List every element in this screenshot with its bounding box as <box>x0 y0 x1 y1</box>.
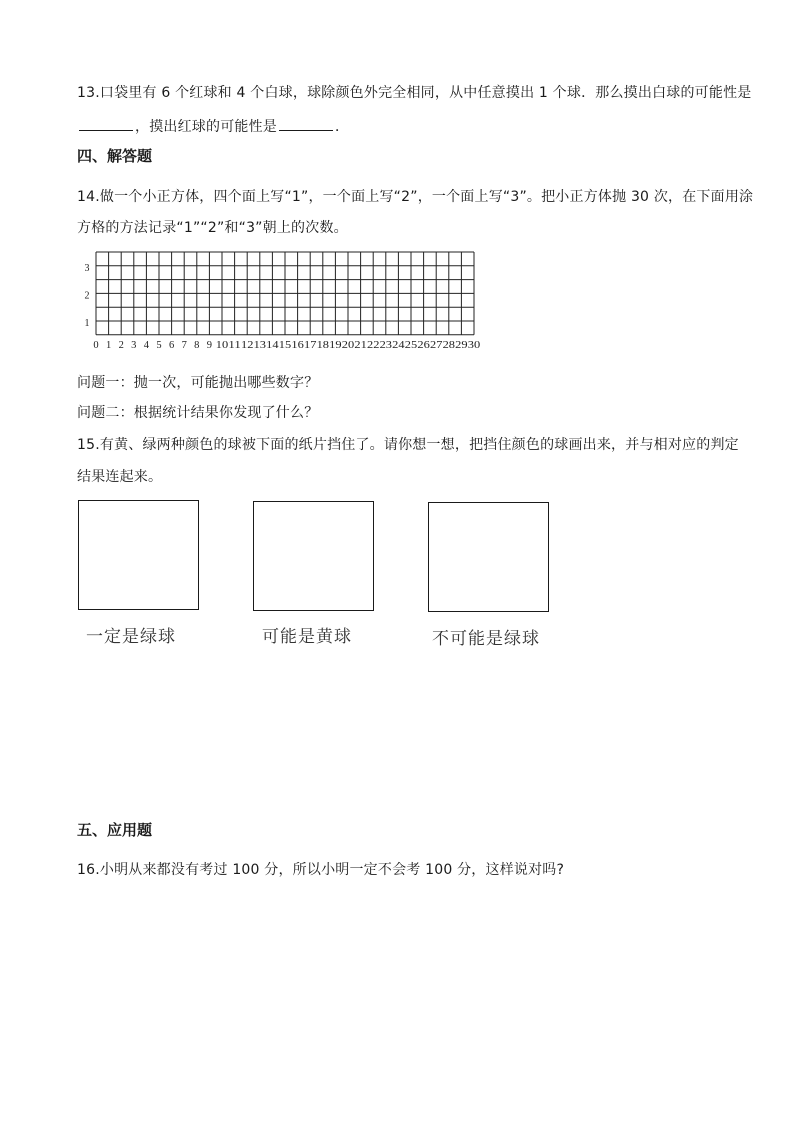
x-tick-label: 25 <box>404 339 418 351</box>
section-4-title: 四、解答题 <box>77 147 153 165</box>
grid-y-labels <box>85 263 90 329</box>
q16-text: 16.小明从来都没有考过 100 分，所以小明一定不会考 100 分，这样说对吗? <box>77 862 565 878</box>
x-tick-label: 16 <box>291 339 304 351</box>
x-tick-label: 26 <box>417 339 430 351</box>
q15-line1: 15.有黄、绿两种颜色的球被下面的纸片挡住了。请你想一想，把挡住颜色的球画出来，并与相对应的判定 <box>77 437 739 453</box>
q14-question2: 问题二：根据统计结果你发现了什么？ <box>77 405 319 421</box>
x-tick-label: 6 <box>168 339 175 351</box>
q13-line2-mid: ，摸出红球的可能性是 <box>135 119 277 135</box>
x-tick-label: 24 <box>392 339 406 351</box>
grid-lines[interactable] <box>96 252 474 335</box>
y-tick-label: 3 <box>84 262 90 274</box>
x-tick-label: 14 <box>266 339 280 351</box>
x-tick-label: 20 <box>341 339 355 351</box>
answer-blank-white[interactable] <box>79 129 133 131</box>
x-tick-label: 10 <box>215 339 229 351</box>
x-tick-label: 18 <box>316 339 329 351</box>
answer-blank-red[interactable] <box>279 129 333 131</box>
judgement-label-2[interactable]: 可能是黄球 <box>262 627 352 647</box>
x-tick-label: 22 <box>367 339 380 351</box>
x-tick-label: 5 <box>156 339 162 351</box>
x-tick-label: 29 <box>455 339 468 351</box>
y-tick-label: 1 <box>84 318 90 329</box>
x-tick-label: 21 <box>354 339 367 351</box>
x-tick-label: 1 <box>105 339 112 351</box>
paper-cover-3[interactable] <box>428 502 549 612</box>
x-tick-label: 0 <box>93 339 99 351</box>
q15-line2: 结果连起来。 <box>77 469 163 485</box>
paper-cover-2[interactable] <box>253 501 374 611</box>
x-tick-label: 8 <box>194 339 200 351</box>
x-tick-label: 30 <box>467 339 481 351</box>
x-tick-label: 12 <box>241 339 254 351</box>
x-tick-label: 11 <box>228 339 241 351</box>
y-tick-label: 2 <box>84 290 90 302</box>
x-tick-label: 4 <box>143 339 150 351</box>
x-tick-label: 7 <box>181 339 187 351</box>
grid-x-labels <box>93 340 480 351</box>
x-tick-label: 23 <box>379 339 392 351</box>
q13-line2-end: ． <box>335 119 350 135</box>
judgement-label-1[interactable]: 一定是绿球 <box>86 627 176 647</box>
q14-line1: 14.做一个小正方体，四个面上写“1”，一个面上写“2”，一个面上写“3”。把小正方体抛 30 次，在下面用涂 <box>77 189 754 205</box>
section-5-title: 五、应用题 <box>77 821 153 839</box>
tally-grid[interactable] <box>84 250 504 362</box>
x-tick-label: 15 <box>278 339 292 351</box>
x-tick-label: 9 <box>206 339 213 351</box>
paper-cover-1[interactable] <box>78 500 199 610</box>
judgement-label-3[interactable]: 不可能是绿球 <box>432 629 540 649</box>
x-tick-label: 27 <box>430 339 443 351</box>
x-tick-label: 19 <box>329 339 342 351</box>
q14-question1: 问题一：抛一次，可能抛出哪些数字？ <box>77 375 319 391</box>
x-tick-label: 3 <box>131 339 137 351</box>
q13-line1: 13.口袋里有 6 个红球和 4 个白球，球除颜色外完全相同，从中任意摸出 1 个球．那么摸出白球的可能性是 <box>77 85 752 101</box>
q13-line2 <box>77 116 349 136</box>
x-tick-label: 2 <box>118 339 124 351</box>
q14-line2: 方格的方法记录“1”“2”和“3”朝上的次数。 <box>77 220 348 236</box>
x-tick-label: 17 <box>304 339 317 351</box>
x-tick-label: 13 <box>253 339 266 351</box>
x-tick-label: 28 <box>442 339 455 351</box>
